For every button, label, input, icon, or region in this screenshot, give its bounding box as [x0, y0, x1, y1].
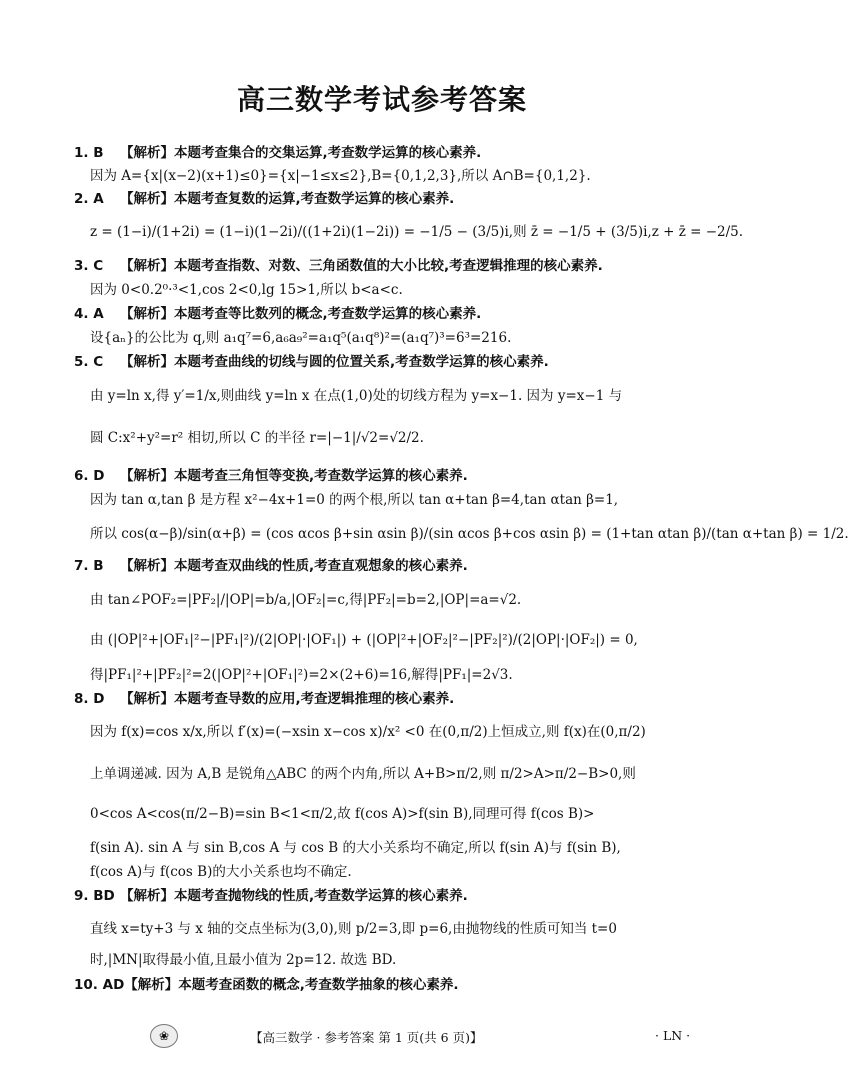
item-heading: 本题考查三角恒等变换,考查数学运算的核心素养. — [174, 468, 468, 484]
answer-item-9 — [74, 886, 714, 906]
analysis-tag: 【解析】 — [120, 258, 174, 274]
answer-item-10 — [74, 975, 714, 995]
answer-item-4 — [74, 304, 714, 324]
item-heading: 本题考查集合的交集运算,考查数学运算的核心素养. — [174, 145, 482, 161]
item-8-line-3: 0<cos A<cos(π/2−B)=sin B<1<π/2,故 f(cos A)>f(sin B),同理可得 f(cos B)> — [90, 806, 595, 822]
item-2-line-1: z = (1−i)/(1+2i) = (1−i)(1−2i)/((1+2i)(1−2i)) = −1/5 − (3/5)i,则 z̄ = −1/5 + (3/5)i,z + z̄ = −2/5. — [90, 224, 744, 240]
publisher-logo-icon: ❀ — [150, 1024, 178, 1048]
item-number: 8. D — [74, 691, 105, 707]
item-9-line-1: 直线 x=ty+3 与 x 轴的交点坐标为(3,0),则 p/2=3,即 p=6,由抛物线的性质可知当 t=0 — [90, 921, 617, 937]
answer-item-6 — [74, 466, 714, 486]
page-footer — [0, 1028, 764, 1048]
item-6-line-1: 因为 tan α,tan β 是方程 x²−4x+1=0 的两个根,所以 tan α+tan β=4,tan αtan β=1, — [90, 492, 619, 508]
analysis-tag: 【解析】 — [120, 191, 174, 207]
item-5-line-2: 圆 C:x²+y²=r² 相切,所以 C 的半径 r=|−1|/√2=√2/2. — [90, 430, 424, 446]
analysis-tag: 【解析】 — [120, 354, 174, 370]
analysis-tag: 【解析】 — [120, 888, 174, 904]
item-7-line-1: 由 tan∠POF₂=|PF₂|/|OP|=b/a,|OF₂|=c,得|PF₂|=b=2,|OP|=a=√2. — [90, 592, 522, 608]
item-8-line-5: f(cos A)与 f(cos B)的大小关系也均不确定. — [90, 864, 352, 880]
footer-code: · LN · — [655, 1028, 691, 1043]
item-heading: 本题考查双曲线的性质,考查直观想象的核心素养. — [174, 558, 468, 574]
item-number: 10. AD — [74, 977, 125, 993]
item-6-line-2: 所以 cos(α−β)/sin(α+β) = (cos αcos β+sin αsin β)/(sin αcos β+cos αsin β) = (1+tan αtan β)/(tan α+tan β) = 1/2. — [90, 526, 849, 542]
analysis-tag: 【解析】 — [120, 691, 174, 707]
item-number: 2. A — [74, 191, 104, 207]
answer-item-7 — [74, 556, 714, 576]
item-number: 6. D — [74, 468, 105, 484]
item-5-line-1: 由 y=ln x,得 y′=1/x,则曲线 y=ln x 在点(1,0)处的切线方程为 y=x−1. 因为 y=x−1 与 — [90, 388, 623, 404]
item-number: 4. A — [74, 306, 104, 322]
analysis-tag: 【解析】 — [120, 306, 174, 322]
item-8-line-1: 因为 f(x)=cos x/x,所以 f′(x)=(−xsin x−cos x)/x² <0 在(0,π/2)上恒成立,则 f(x)在(0,π/2) — [90, 724, 646, 740]
item-heading: 本题考查抛物线的性质,考查数学运算的核心素养. — [174, 888, 468, 904]
page-title: 高三数学考试参考答案 — [236, 83, 527, 116]
item-8-line-4: f(sin A). sin A 与 sin B,cos A 与 cos B 的大小关系均不确定,所以 f(sin A)与 f(sin B), — [90, 840, 621, 856]
analysis-tag: 【解析】 — [120, 558, 174, 574]
item-7-line-3: 得|PF₁|²+|PF₂|²=2(|OP|²+|OF₁|²)=2×(2+6)=16,解得|PF₁|=2√3. — [90, 667, 513, 683]
item-heading: 本题考查指数、对数、三角函数值的大小比较,考查逻辑推理的核心素养. — [174, 258, 603, 274]
item-heading: 本题考查导数的应用,考查逻辑推理的核心素养. — [174, 691, 455, 707]
item-number: 9. BD — [74, 888, 115, 904]
item-number: 1. B — [74, 145, 104, 161]
answer-item-1 — [74, 143, 714, 163]
item-4-line-1: 设{aₙ}的公比为 q,则 a₁q⁷=6,a₆a₉²=a₁q⁵(a₁q⁸)²=(a₁q⁷)³=6³=216. — [90, 330, 512, 346]
item-number: 3. C — [74, 258, 104, 274]
analysis-tag: 【解析】 — [120, 468, 174, 484]
item-heading: 本题考查等比数列的概念,考查数学运算的核心素养. — [174, 306, 482, 322]
item-heading: 本题考查函数的概念,考查数学抽象的核心素养. — [178, 977, 459, 993]
item-heading: 本题考查复数的运算,考查数学运算的核心素养. — [174, 191, 455, 207]
item-heading: 本题考查曲线的切线与圆的位置关系,考查数学运算的核心素养. — [174, 354, 549, 370]
item-9-line-2: 时,|MN|取得最小值,且最小值为 2p=12. 故选 BD. — [90, 952, 397, 968]
footer-page-info: 【高三数学 · 参考答案 第 1 页(共 6 页)】 — [250, 1030, 483, 1045]
answer-item-3 — [74, 256, 714, 276]
item-1-line-1: 因为 A={x|(x−2)(x+1)≤0}={x|−1≤x≤2},B={0,1,2,3},所以 A∩B={0,1,2}. — [90, 168, 591, 184]
item-7-line-2: 由 (|OP|²+|OF₁|²−|PF₁|²)/(2|OP|·|OF₁|) + (|OP|²+|OF₂|²−|PF₂|²)/(2|OP|·|OF₂|) = 0, — [90, 632, 638, 648]
item-8-line-2: 上单调递减. 因为 A,B 是锐角△ABC 的两个内角,所以 A+B>π/2,则 π/2>A>π/2−B>0,则 — [90, 766, 636, 782]
answer-item-5 — [74, 352, 714, 372]
item-3-line-1: 因为 0<0.2⁰·³<1,cos 2<0,lg 15>1,所以 b<a<c. — [90, 282, 403, 298]
answer-item-8 — [74, 689, 714, 709]
item-number: 7. B — [74, 558, 104, 574]
analysis-tag: 【解析】 — [124, 977, 179, 993]
answer-item-2 — [74, 189, 714, 209]
item-number: 5. C — [74, 354, 104, 370]
analysis-tag: 【解析】 — [120, 145, 174, 161]
